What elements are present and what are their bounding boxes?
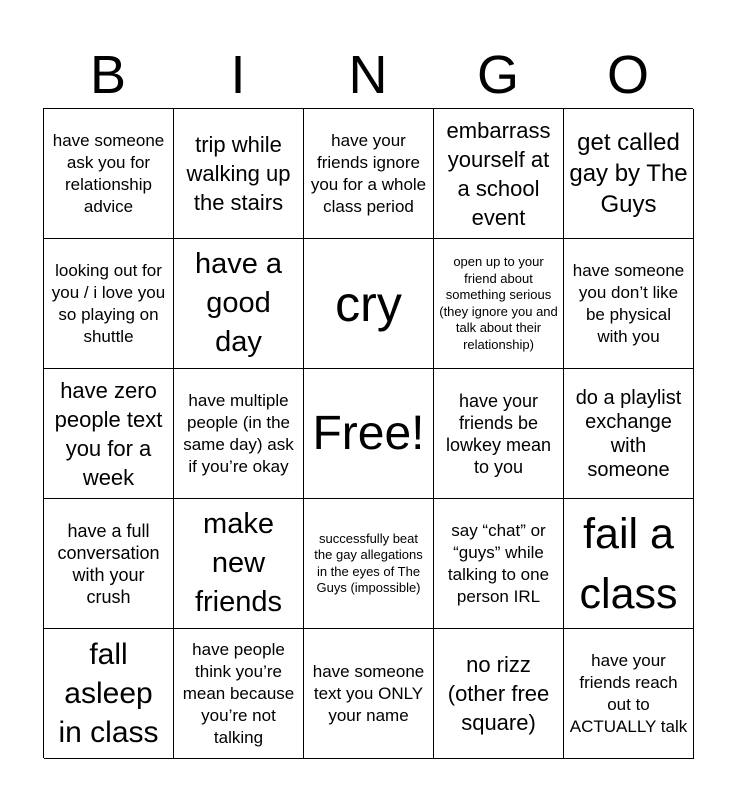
cell-text: have your friends ignore you for a whole class period: [310, 130, 427, 216]
cell-text: get called gay by The Guys: [569, 129, 688, 218]
cell-text: embarrass yourself at a school event: [446, 117, 551, 230]
cell-text: cry: [335, 275, 402, 332]
cell-text: have your friends be lowkey mean to you: [445, 390, 552, 477]
bingo-board: [43, 108, 693, 758]
bingo-cell[interactable]: [174, 369, 304, 499]
bingo-cell[interactable]: [304, 109, 434, 239]
header-letter-i: I: [230, 45, 246, 105]
bingo-cell[interactable]: [174, 499, 304, 629]
bingo-cell[interactable]: [174, 109, 304, 239]
cell-text: fail a class: [579, 509, 678, 618]
bingo-cell[interactable]: [434, 369, 564, 499]
cell-text: make new friends: [194, 508, 283, 618]
bingo-cell[interactable]: [174, 629, 304, 759]
cell-text: open up to your friend about something serious (they ignore you and talk about their relationship): [439, 254, 558, 352]
bingo-cell[interactable]: [304, 239, 434, 369]
cell-text: no rizz (other free square): [447, 652, 550, 735]
cell-text: have someone you don’t like be physical with you: [572, 260, 685, 346]
cell-text: have your friends reach out to ACTUALLY talk: [569, 650, 688, 736]
bingo-cell[interactable]: [434, 239, 564, 369]
cell-text: have people think you’re mean because you’re not talking: [182, 639, 295, 747]
cell-text: have multiple people (in the same day) ask if you’re okay: [183, 390, 294, 476]
bingo-cell[interactable]: [434, 629, 564, 759]
cell-text: successfully beat the gay allegations in the eyes of The Guys (impossible): [314, 530, 423, 595]
bingo-cell[interactable]: [174, 239, 304, 369]
bingo-cell[interactable]: [44, 629, 174, 759]
bingo-cell[interactable]: [434, 109, 564, 239]
header-letter-g: G: [476, 45, 519, 105]
cell-text: have zero people text you for a week: [54, 377, 163, 490]
cell-text: looking out for you / i love you so playing on shuttle: [51, 260, 166, 346]
bingo-cell[interactable]: [564, 369, 694, 499]
cell-text: trip while walking up the stairs: [186, 132, 291, 215]
bingo-header: [43, 44, 693, 106]
bingo-cell[interactable]: [564, 499, 694, 629]
cell-text: fall asleep in class: [58, 638, 159, 749]
header-letter-b: B: [89, 45, 127, 105]
bingo-cell[interactable]: [44, 369, 174, 499]
bingo-cell[interactable]: [44, 239, 174, 369]
cell-text: do a playlist exchange with someone: [575, 386, 682, 481]
header-letter-o: O: [606, 45, 649, 105]
cell-text: have someone ask you for relationship advice: [52, 130, 165, 216]
bingo-cell[interactable]: [564, 109, 694, 239]
free-square[interactable]: [304, 369, 434, 499]
bingo-cell[interactable]: [434, 499, 564, 629]
bingo-cell[interactable]: [44, 109, 174, 239]
cell-text: have a full conversation with your crush: [57, 520, 160, 607]
bingo-cell[interactable]: [564, 239, 694, 369]
bingo-cell[interactable]: [304, 629, 434, 759]
bingo-cell[interactable]: [304, 499, 434, 629]
cell-text: Free!: [312, 406, 425, 460]
bingo-cell[interactable]: [44, 499, 174, 629]
cell-text: say “chat” or “guys” while talking to one person IRL: [447, 520, 550, 606]
cell-text: have someone text you ONLY your name: [312, 661, 425, 725]
header-letter-n: N: [348, 45, 388, 105]
cell-text: have a good day: [194, 248, 283, 358]
bingo-cell[interactable]: [564, 629, 694, 759]
